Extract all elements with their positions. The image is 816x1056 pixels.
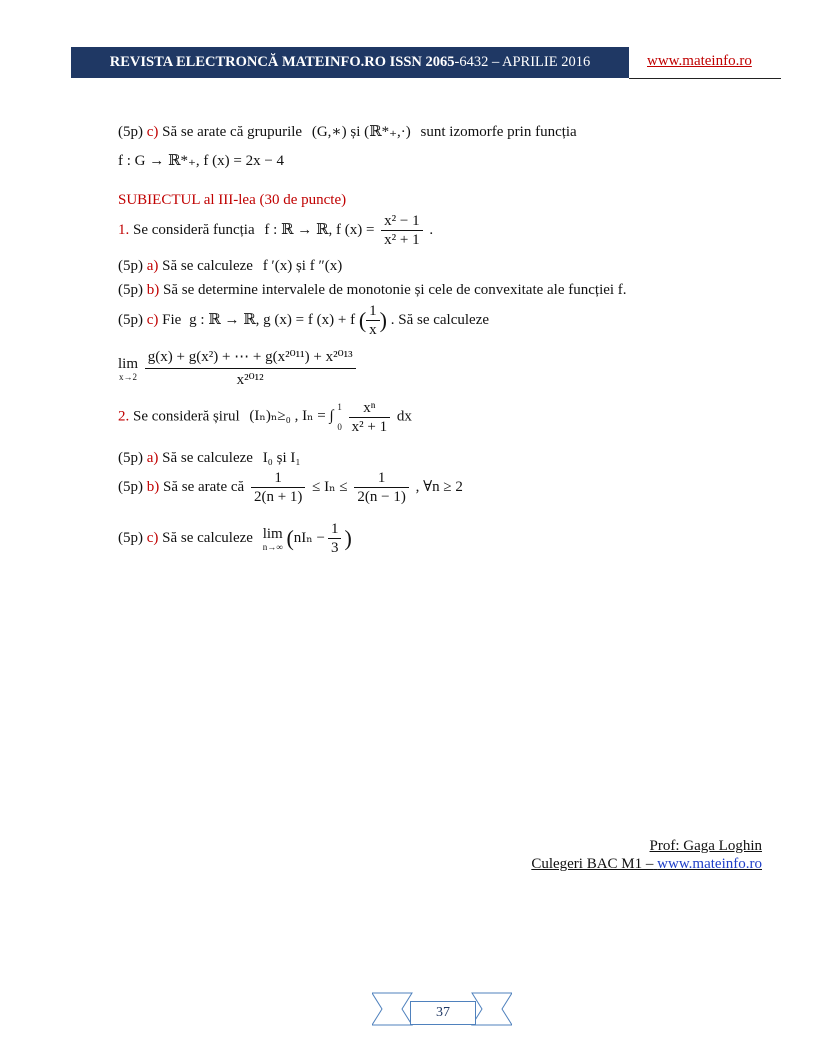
math-function: f : ℝ → ℝ, f (x) = bbox=[264, 221, 375, 238]
question-number: 1. bbox=[118, 221, 130, 238]
question-2 bbox=[118, 397, 412, 437]
fraction bbox=[349, 399, 390, 436]
condition: , ∀n ≥ 2 bbox=[415, 478, 463, 495]
score-label: (5p) bbox=[118, 258, 143, 274]
fraction-denominator: 2(n − 1) bbox=[357, 489, 406, 505]
question-text: Să se arate că bbox=[163, 478, 245, 495]
question-text: Să se calculeze bbox=[162, 450, 253, 466]
lim-word: lim bbox=[262, 525, 283, 542]
score-label: (5p) bbox=[118, 478, 143, 495]
collection-link[interactable]: www.mateinfo.ro bbox=[657, 856, 762, 872]
punctuation: . bbox=[429, 221, 434, 238]
question-number: 2. bbox=[118, 408, 130, 425]
header-site-link[interactable]: www.mateinfo.ro bbox=[647, 53, 752, 69]
item-letter: a) bbox=[146, 258, 159, 274]
inequality: ≤ Iₙ ≤ bbox=[312, 478, 348, 495]
fraction-numerator: g(x) + g(x²) + ⋯ + g(x²⁰¹¹) + x²⁰¹³ bbox=[145, 346, 356, 369]
score-label: (5p) bbox=[118, 450, 143, 466]
score-label: (5p) bbox=[118, 529, 143, 546]
question-text: Să se determine intervalele de monotonie și cele de convexitate ale funcției f. bbox=[163, 282, 627, 298]
subject-title: SUBIECTUL al III-lea (30 de puncte) bbox=[118, 192, 347, 208]
fraction-numerator: 1 bbox=[366, 302, 380, 321]
fraction-denominator: x²⁰¹² bbox=[236, 372, 264, 388]
math-sequence: (Iₙ)ₙ≥₀ , Iₙ = ∫ bbox=[249, 408, 334, 425]
math-group-r: (ℝ*₊,·) bbox=[364, 124, 411, 140]
score-label: (5p) bbox=[118, 311, 143, 328]
integral-lower: 0 bbox=[337, 422, 342, 432]
question-text: Se consideră șirul bbox=[133, 408, 240, 425]
fraction bbox=[381, 212, 422, 249]
fraction bbox=[366, 302, 380, 339]
paren-close: ) bbox=[344, 525, 352, 551]
question-1b bbox=[118, 282, 627, 299]
fraction bbox=[354, 469, 408, 506]
math-function: g : ℝ → ℝ, g (x) = f (x) + f bbox=[189, 311, 356, 328]
fraction-numerator: 1 bbox=[251, 469, 305, 488]
math-expression: nIₙ − bbox=[293, 529, 325, 546]
integral-limits bbox=[337, 397, 342, 437]
header-divider bbox=[629, 78, 781, 79]
fraction-denominator: x² + 1 bbox=[351, 418, 388, 435]
header-title-bold: REVISTA ELECTRONCĂ MATEINFO.RO ISSN 2065 bbox=[109, 54, 455, 70]
header-banner bbox=[71, 47, 629, 78]
item-letter: a) bbox=[146, 450, 159, 466]
item-letter: b) bbox=[146, 282, 160, 298]
differential: dx bbox=[396, 408, 412, 425]
isomorphism-function: f : G → ℝ*₊, f (x) = 2x − 4 bbox=[118, 153, 285, 169]
fraction-numerator: 1 bbox=[328, 520, 342, 539]
fraction-denominator: 2(n + 1) bbox=[253, 489, 303, 505]
limit-operator bbox=[263, 526, 283, 552]
item-letter: c) bbox=[146, 124, 159, 140]
integral-upper: 1 bbox=[337, 402, 342, 412]
paren-open: ( bbox=[358, 307, 367, 333]
question-text: . Să se calculeze bbox=[390, 311, 490, 328]
question-text: Fie bbox=[162, 311, 182, 328]
collection-credit bbox=[531, 856, 762, 873]
fraction-numerator: 1 bbox=[354, 469, 408, 488]
problem-text: sunt izomorfe prin funcția bbox=[420, 124, 577, 140]
math-expression: f ′(x) și f ″(x) bbox=[262, 258, 343, 274]
conjunction: și bbox=[350, 124, 361, 140]
fraction-denominator: x bbox=[369, 322, 377, 338]
lim-subscript: n→∞ bbox=[262, 541, 283, 552]
item-letter: b) bbox=[146, 478, 160, 495]
question-text: Să se calculeze bbox=[162, 258, 253, 274]
lim-word: lim bbox=[118, 355, 139, 372]
page-number: 37 bbox=[410, 1001, 476, 1025]
fraction-denominator: x² + 1 bbox=[384, 232, 420, 248]
fraction bbox=[145, 346, 356, 391]
fraction-numerator: xⁿ bbox=[349, 399, 390, 418]
math-expression: I₀ și I₁ bbox=[262, 450, 301, 466]
question-2b bbox=[118, 469, 463, 506]
question-text: Se consideră funcția bbox=[133, 221, 255, 238]
limit-operator bbox=[118, 356, 138, 382]
header-title-rest: -6432 – APRILIE 2016 bbox=[454, 54, 591, 70]
score-label: (5p) bbox=[118, 124, 143, 140]
problem-text: Să se arate că grupurile bbox=[162, 124, 303, 140]
paren-close: ) bbox=[379, 307, 387, 333]
score-label: (5p) bbox=[118, 282, 143, 298]
fraction bbox=[251, 469, 305, 506]
problem-c-group bbox=[118, 122, 577, 141]
question-2a bbox=[118, 450, 301, 467]
math-group-g: (G,∗) bbox=[311, 124, 347, 140]
fraction bbox=[328, 520, 342, 557]
paren-open: ( bbox=[286, 525, 294, 551]
collection-label: Culegeri BAC M1 – bbox=[531, 856, 654, 872]
fraction-denominator: 3 bbox=[330, 540, 339, 556]
question-1 bbox=[118, 212, 433, 249]
author-signature: Prof: Gaga Loghin bbox=[649, 838, 762, 854]
question-1c bbox=[118, 302, 489, 339]
fraction-numerator: x² − 1 bbox=[381, 212, 422, 231]
item-letter: c) bbox=[146, 529, 159, 546]
lim-subscript: x→2 bbox=[119, 371, 137, 382]
item-letter: c) bbox=[146, 311, 159, 328]
question-text: Să se calculeze bbox=[162, 529, 253, 546]
limit-expression bbox=[118, 346, 359, 391]
question-2c bbox=[118, 520, 352, 557]
question-1a bbox=[118, 258, 342, 275]
